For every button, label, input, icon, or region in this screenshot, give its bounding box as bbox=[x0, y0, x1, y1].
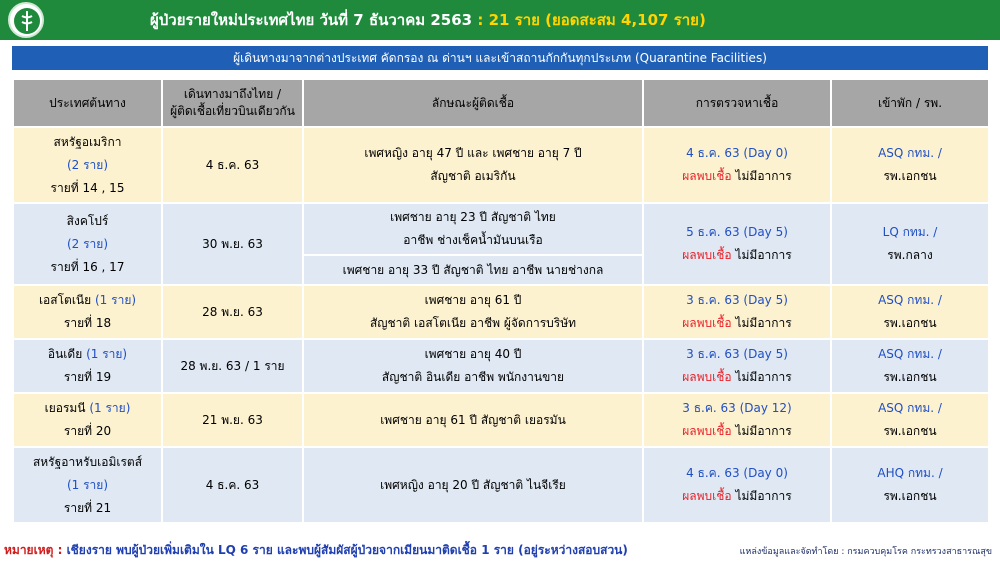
arrival-cell: 21 พ.ย. 63 bbox=[162, 393, 303, 447]
country-cell bbox=[13, 393, 162, 447]
country-cell bbox=[13, 127, 162, 203]
test-result: ผลพบเชื้อ bbox=[682, 248, 732, 262]
test-date: 3 ธ.ค. 63 (Day 12) bbox=[682, 401, 792, 415]
test-date: 3 ธ.ค. 63 (Day 5) bbox=[686, 293, 788, 307]
test-cell bbox=[643, 127, 831, 203]
quarantine-place: ASQ กทม. / bbox=[878, 347, 942, 361]
case-count: (2 ราย) bbox=[66, 157, 109, 172]
quarantine-place: ASQ กทม. / bbox=[878, 293, 942, 307]
description-line: เพศชาย อายุ 40 ปี bbox=[424, 347, 522, 361]
description-line: อาชีพ ช่างเช็คน้ำมันบนเรือ bbox=[403, 233, 543, 247]
hospital: รพ.เอกชน bbox=[883, 169, 937, 183]
hospital: รพ.เอกชน bbox=[883, 424, 937, 438]
description-line: สัญชาติ อินเดีย อาชีพ พนักงานขาย bbox=[381, 370, 565, 384]
description-line: เพศหญิง อายุ 47 ปี และ เพศชาย อายุ 7 ปี bbox=[364, 146, 582, 160]
quarantine-place: ASQ กทม. / bbox=[878, 146, 942, 160]
country-name: สิงคโปร์ bbox=[66, 213, 109, 228]
arrival-cell: 4 ธ.ค. 63 bbox=[162, 447, 303, 523]
test-date: 3 ธ.ค. 63 (Day 5) bbox=[686, 347, 788, 361]
test-result: ผลพบเชื้อ bbox=[682, 370, 732, 384]
case-number: รายที่ 16 , 17 bbox=[50, 259, 125, 274]
arrival-cell: 28 พ.ย. 63 / 1 ราย bbox=[162, 339, 303, 393]
case-count: (2 ราย) bbox=[66, 236, 109, 251]
symptom: ไม่มีอาการ bbox=[735, 248, 792, 262]
test-date: 5 ธ.ค. 63 (Day 5) bbox=[686, 225, 788, 239]
test-cell bbox=[643, 393, 831, 447]
test-result: ผลพบเชื้อ bbox=[682, 424, 732, 438]
table-row bbox=[13, 393, 989, 447]
symptom: ไม่มีอาการ bbox=[735, 370, 792, 384]
test-cell bbox=[643, 285, 831, 339]
test-cell bbox=[643, 447, 831, 523]
header-bar bbox=[0, 0, 1000, 40]
test-result: ผลพบเชื้อ bbox=[682, 316, 732, 330]
description-line: สัญชาติ เอสโตเนีย อาชีพ ผู้จัดการบริษัท bbox=[369, 316, 577, 330]
case-count: (1 ราย) bbox=[86, 347, 128, 361]
country-name: สหรัฐอาหรับเอมิเรตส์ bbox=[32, 454, 143, 469]
quarantine-cell bbox=[831, 203, 989, 285]
hospital: รพ.เอกชน bbox=[883, 370, 937, 384]
quarantine-place: LQ กทม. / bbox=[882, 225, 938, 239]
country-cell bbox=[13, 339, 162, 393]
case-number: รายที่ 14 , 15 bbox=[50, 180, 125, 195]
hospital: รพ.เอกชน bbox=[883, 316, 937, 330]
footnote-text: เชียงราย พบผู้ป่วยเพิ่มเติมใน LQ 6 ราย และพบผู้สัมผัสผู้ป่วยจากเมียนมาติดเชื้อ 1 ราย (อยู่ระหว่างสอบสวน) bbox=[66, 543, 628, 557]
case-count: (1 ราย) bbox=[66, 477, 109, 492]
arrival-cell: 30 พ.ย. 63 bbox=[162, 203, 303, 285]
country-cell bbox=[13, 203, 162, 285]
country-cell bbox=[13, 285, 162, 339]
quarantine-cell bbox=[831, 447, 989, 523]
table-row bbox=[13, 339, 989, 393]
cases-table bbox=[12, 78, 990, 524]
case-count: (1 ราย) bbox=[89, 401, 131, 415]
quarantine-cell bbox=[831, 393, 989, 447]
hospital: รพ.กลาง bbox=[887, 248, 933, 262]
test-date: 4 ธ.ค. 63 (Day 0) bbox=[686, 466, 788, 480]
description-cell bbox=[303, 127, 643, 203]
test-result: ผลพบเชื้อ bbox=[682, 489, 732, 503]
description-cell: เพศหญิง อายุ 20 ปี สัญชาติ ไนจีเรีย bbox=[303, 447, 643, 523]
description-cell: เพศชาย อายุ 61 ปี สัญชาติ เยอรมัน bbox=[303, 393, 643, 447]
col-header-arrival-line1: เดินทางมาถึงไทย / bbox=[183, 87, 282, 101]
symptom: ไม่มีอาการ bbox=[735, 316, 792, 330]
table-row bbox=[13, 285, 989, 339]
col-header-test: การตรวจหาเชื้อ bbox=[643, 79, 831, 127]
ddc-logo-icon bbox=[8, 2, 44, 38]
title-text: ผู้ป่วยรายใหม่ประเทศไทย วันที่ 7 ธันวาคม 2563 bbox=[150, 11, 473, 29]
country-name: อินเดีย bbox=[47, 347, 83, 361]
table-row bbox=[13, 447, 989, 523]
col-header-arrival bbox=[162, 79, 303, 127]
description-cell bbox=[303, 285, 643, 339]
quarantine-cell bbox=[831, 285, 989, 339]
description-line: เพศชาย อายุ 23 ปี สัญชาติ ไทย bbox=[390, 210, 556, 224]
symptom: ไม่มีอาการ bbox=[735, 489, 792, 503]
description-cell bbox=[303, 203, 643, 255]
quarantine-place: AHQ กทม. / bbox=[877, 466, 943, 480]
country-name: เอสโตเนีย bbox=[38, 293, 92, 307]
country-cell bbox=[13, 447, 162, 523]
col-header-country: ประเทศต้นทาง bbox=[13, 79, 162, 127]
quarantine-cell bbox=[831, 339, 989, 393]
test-cell bbox=[643, 339, 831, 393]
arrival-cell: 28 พ.ย. 63 bbox=[162, 285, 303, 339]
page-title bbox=[150, 0, 706, 40]
description-line: เพศชาย อายุ 61 ปี bbox=[424, 293, 522, 307]
symptom: ไม่มีอาการ bbox=[735, 424, 792, 438]
section-subheader: ผู้เดินทางมาจากต่างประเทศ คัดกรอง ณ ด่านฯ และเข้าสถานกักกันทุกประเภท (Quarantine Facilities) bbox=[12, 46, 988, 70]
footnote-label: หมายเหตุ : bbox=[4, 543, 63, 557]
symptom: ไม่มีอาการ bbox=[735, 169, 792, 183]
arrival-cell: 4 ธ.ค. 63 bbox=[162, 127, 303, 203]
case-number: รายที่ 19 bbox=[63, 370, 112, 384]
description-cell: เพศชาย อายุ 33 ปี สัญชาติ ไทย อาชีพ นายช่างกล bbox=[303, 255, 643, 285]
case-number: รายที่ 21 bbox=[63, 500, 112, 515]
footnote bbox=[4, 541, 628, 560]
test-cell bbox=[643, 203, 831, 285]
col-header-arrival-line2: ผู้ติดเชื้อเที่ยวบินเดียวกัน bbox=[170, 104, 295, 118]
quarantine-cell bbox=[831, 127, 989, 203]
title-count: : 21 ราย (ยอดสะสม 4,107 ราย) bbox=[477, 11, 706, 29]
hospital: รพ.เอกชน bbox=[883, 489, 937, 503]
description-line: สัญชาติ อเมริกัน bbox=[430, 169, 516, 183]
col-header-description: ลักษณะผู้ติดเชื้อ bbox=[303, 79, 643, 127]
test-date: 4 ธ.ค. 63 (Day 0) bbox=[686, 146, 788, 160]
test-result: ผลพบเชื้อ bbox=[682, 169, 732, 183]
source-credit: แหล่งข้อมูลและจัดทำโดย : กรมควบคุมโรค กระทรวงสาธารณสุข bbox=[739, 547, 992, 557]
description-cell bbox=[303, 339, 643, 393]
case-number: รายที่ 20 bbox=[63, 424, 112, 438]
table-row bbox=[13, 203, 989, 255]
case-count: (1 ราย) bbox=[95, 293, 137, 307]
country-name: เยอรมนี bbox=[44, 401, 86, 415]
col-header-quarantine: เข้าพัก / รพ. bbox=[831, 79, 989, 127]
table-row bbox=[13, 127, 989, 203]
quarantine-place: ASQ กทม. / bbox=[878, 401, 942, 415]
country-name: สหรัฐอเมริกา bbox=[53, 134, 122, 149]
case-number: รายที่ 18 bbox=[63, 316, 112, 330]
